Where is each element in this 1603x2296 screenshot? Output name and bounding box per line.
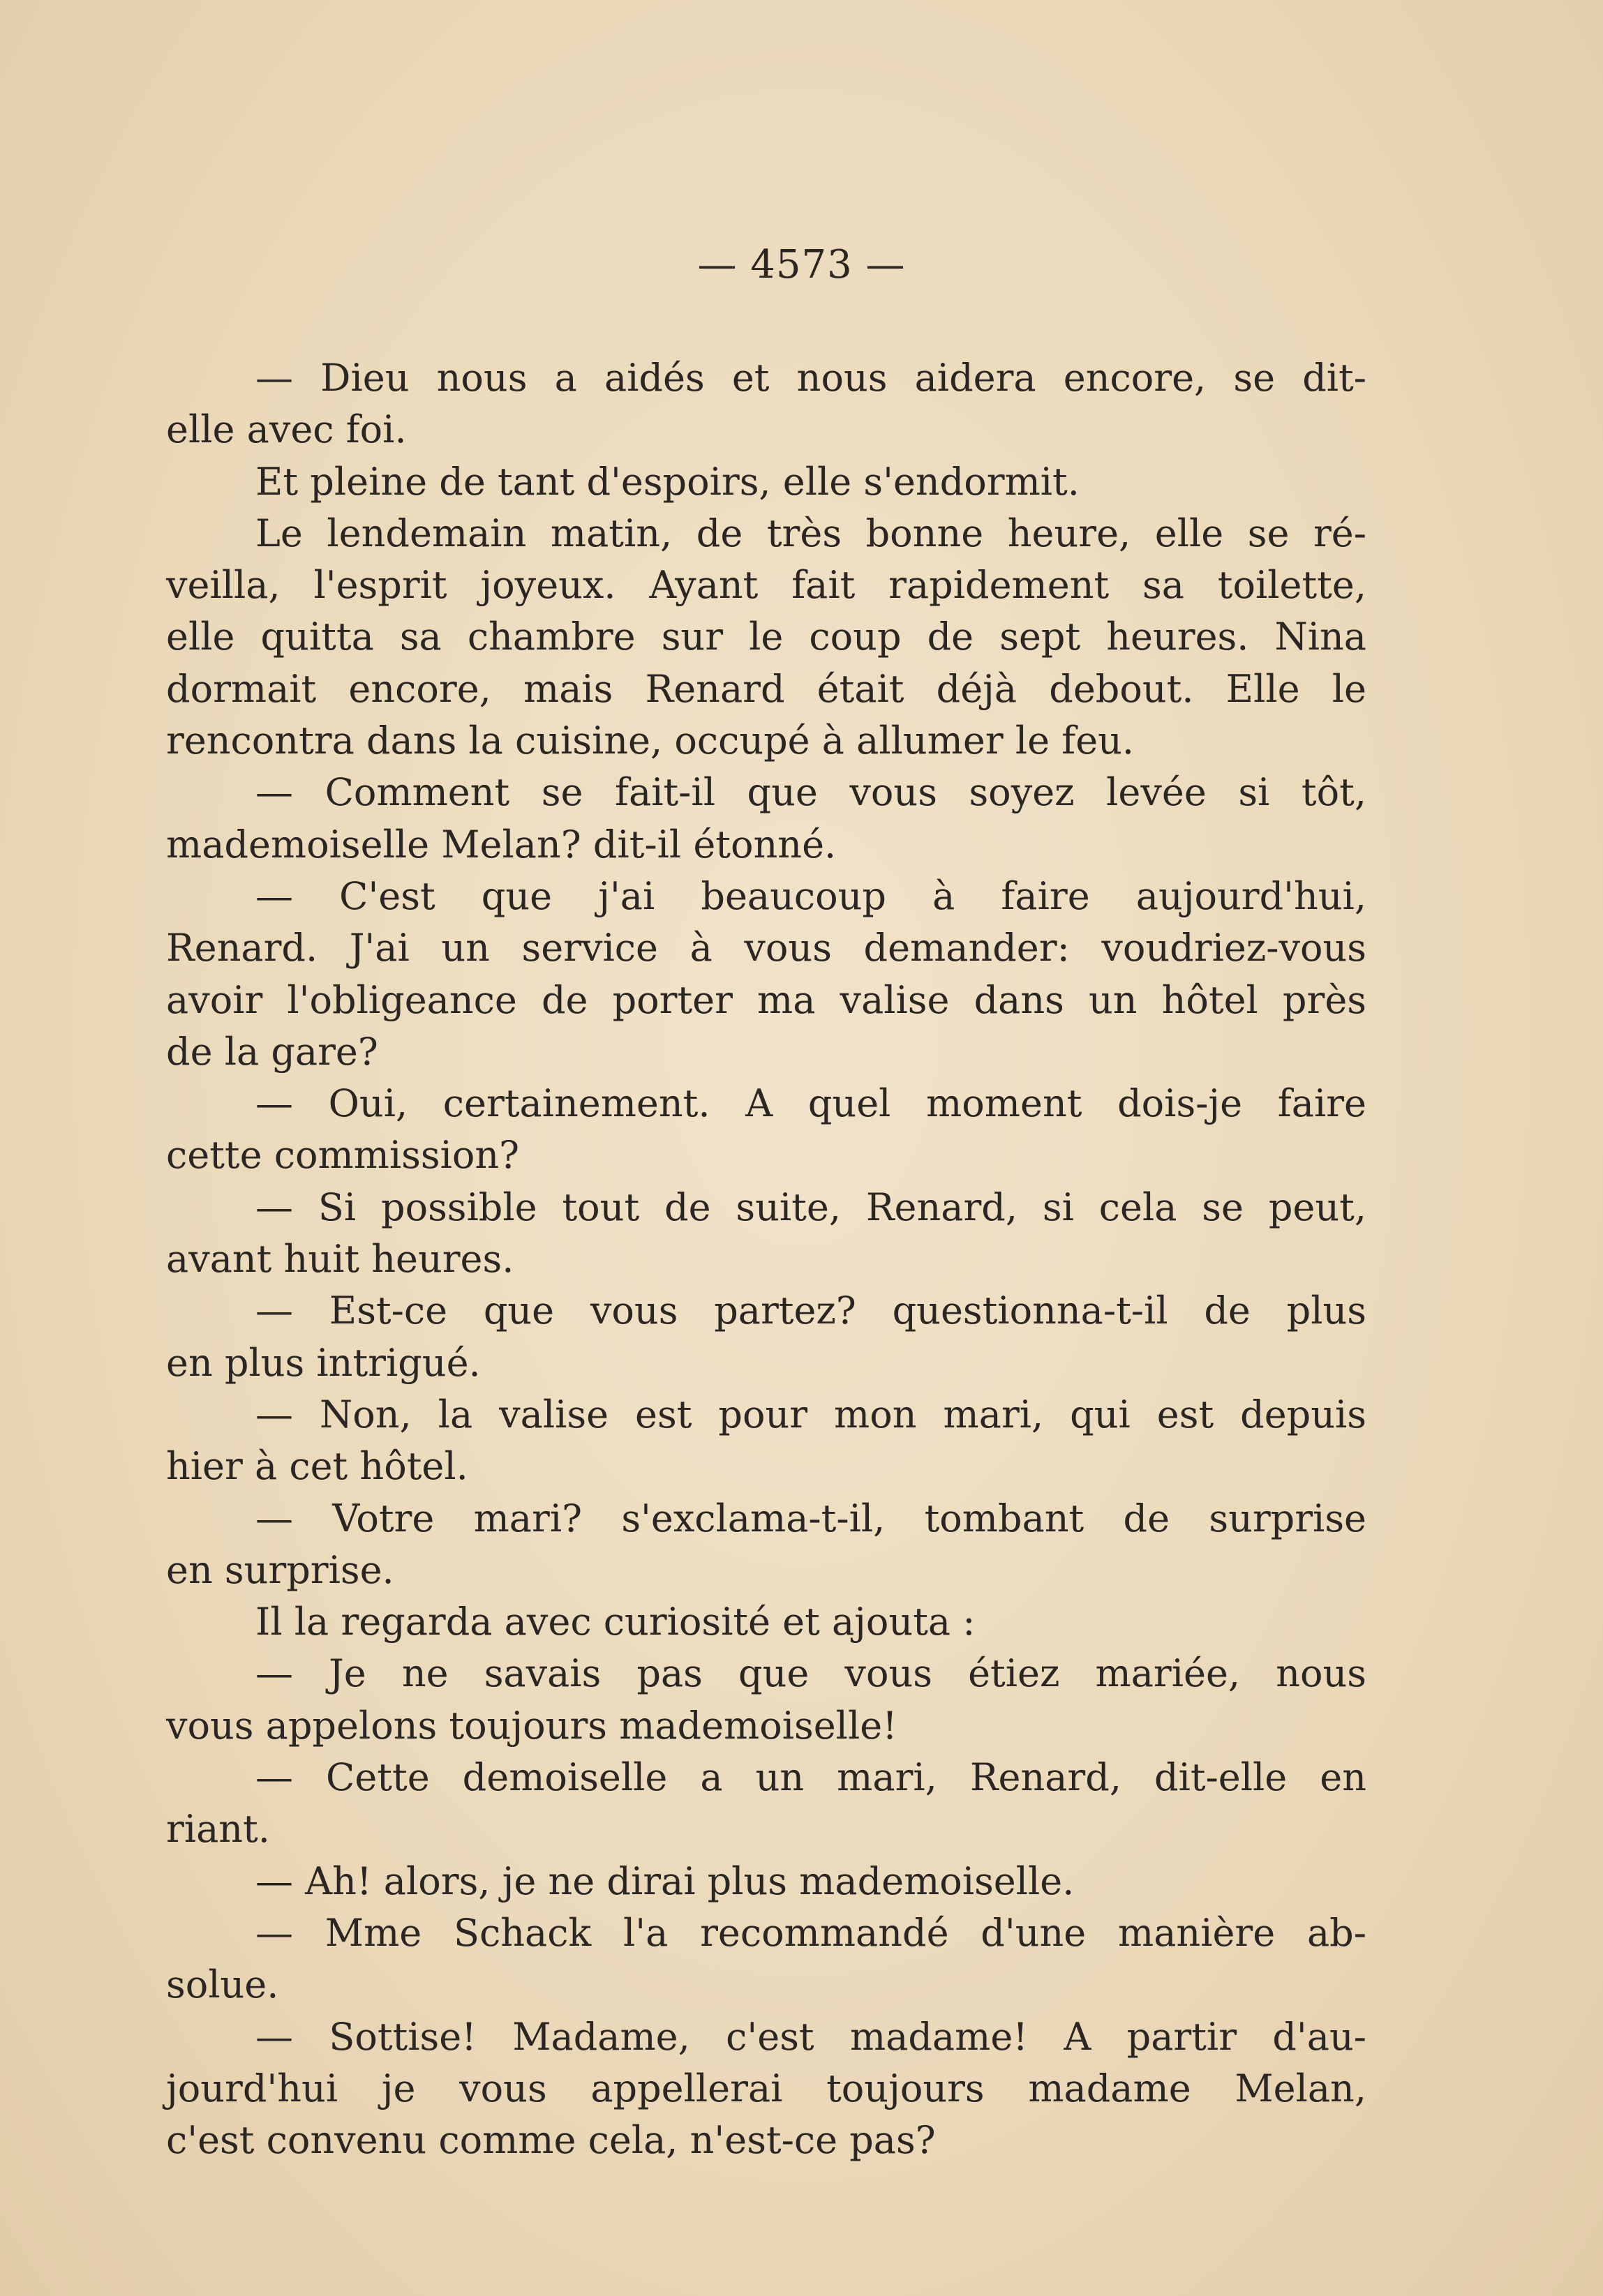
text-line: avant huit heures.	[166, 1237, 514, 1282]
text-line: — Je ne savais pas que vous étiez mariée, nous	[255, 1651, 1366, 1696]
text-line: — Cette demoiselle a un mari, Renard, dit-elle en	[255, 1755, 1366, 1800]
text-line: — Non, la valise est pour mon mari, qui est depuis	[255, 1392, 1366, 1436]
text-line: Le lendemain matin, de très bonne heure, elle se ré-	[255, 511, 1366, 555]
text-line: — Ah! alors, je ne dirai plus mademoiselle.	[255, 1859, 1075, 1903]
text-line: — C'est que j'ai beaucoup à faire aujourd'hui,	[255, 873, 1366, 918]
text-line: — Votre mari? s'exclama-t-il, tombant de surprise	[255, 1496, 1366, 1540]
text-line: en plus intrigué.	[166, 1340, 481, 1385]
page-number: — 4573 —	[697, 242, 906, 287]
text-line: hier à cet hôtel.	[166, 1444, 468, 1489]
text-line: cette commission?	[166, 1133, 520, 1178]
text-line: rencontra dans la cuisine, occupé à allumer le feu.	[166, 719, 1135, 763]
text-line: Renard. J'ai un service à vous demander: voudriez-vous	[166, 926, 1366, 970]
text-line: avoir l'obligeance de porter ma valise dans un hôtel près	[166, 977, 1366, 1022]
text-line: — Est-ce que vous partez? questionna-t-il de plus	[255, 1289, 1366, 1333]
text-line: Et pleine de tant d'espoirs, elle s'endormit.	[255, 459, 1080, 504]
text-line: — Oui, certainement. A quel moment dois-je faire	[255, 1081, 1366, 1126]
text-line: de la gare?	[166, 1029, 378, 1074]
text-line: mademoiselle Melan? dit-il étonné.	[166, 822, 837, 866]
text-line: jourd'hui je vous appellerai toujours madame Melan,	[166, 2066, 1366, 2110]
text-line: solue.	[166, 1963, 279, 2007]
text-line: riant.	[166, 1807, 270, 1852]
body-text	[166, 352, 1366, 2166]
text-line: — Comment se fait-il que vous soyez levée si tôt,	[255, 770, 1366, 815]
text-line: en surprise.	[166, 1547, 394, 1592]
text-line: — Mme Schack l'a recommandé d'une manière ab-	[255, 1910, 1366, 1955]
text-line: Il la regarda avec curiosité et ajouta :	[255, 1600, 976, 1644]
text-line: — Si possible tout de suite, Renard, si cela se peut,	[255, 1185, 1366, 1229]
text-line: elle quitta sa chambre sur le coup de sept heures. Nina	[166, 615, 1366, 659]
text-line: — Sottise! Madame, c'est madame! A partir d'au-	[255, 2014, 1366, 2059]
text-line: dormait encore, mais Renard était déjà debout. Elle le	[166, 666, 1366, 711]
text-line: veilla, l'esprit joyeux. Ayant fait rapidement sa toilette,	[166, 563, 1366, 608]
text-line: — Dieu nous a aidés et nous aidera encore, se dit-	[255, 356, 1366, 400]
text-line: c'est convenu comme cela, n'est-ce pas?	[166, 2118, 936, 2163]
text-line: vous appelons toujours mademoiselle!	[166, 1703, 897, 1748]
text-line: elle avec foi.	[166, 407, 407, 452]
